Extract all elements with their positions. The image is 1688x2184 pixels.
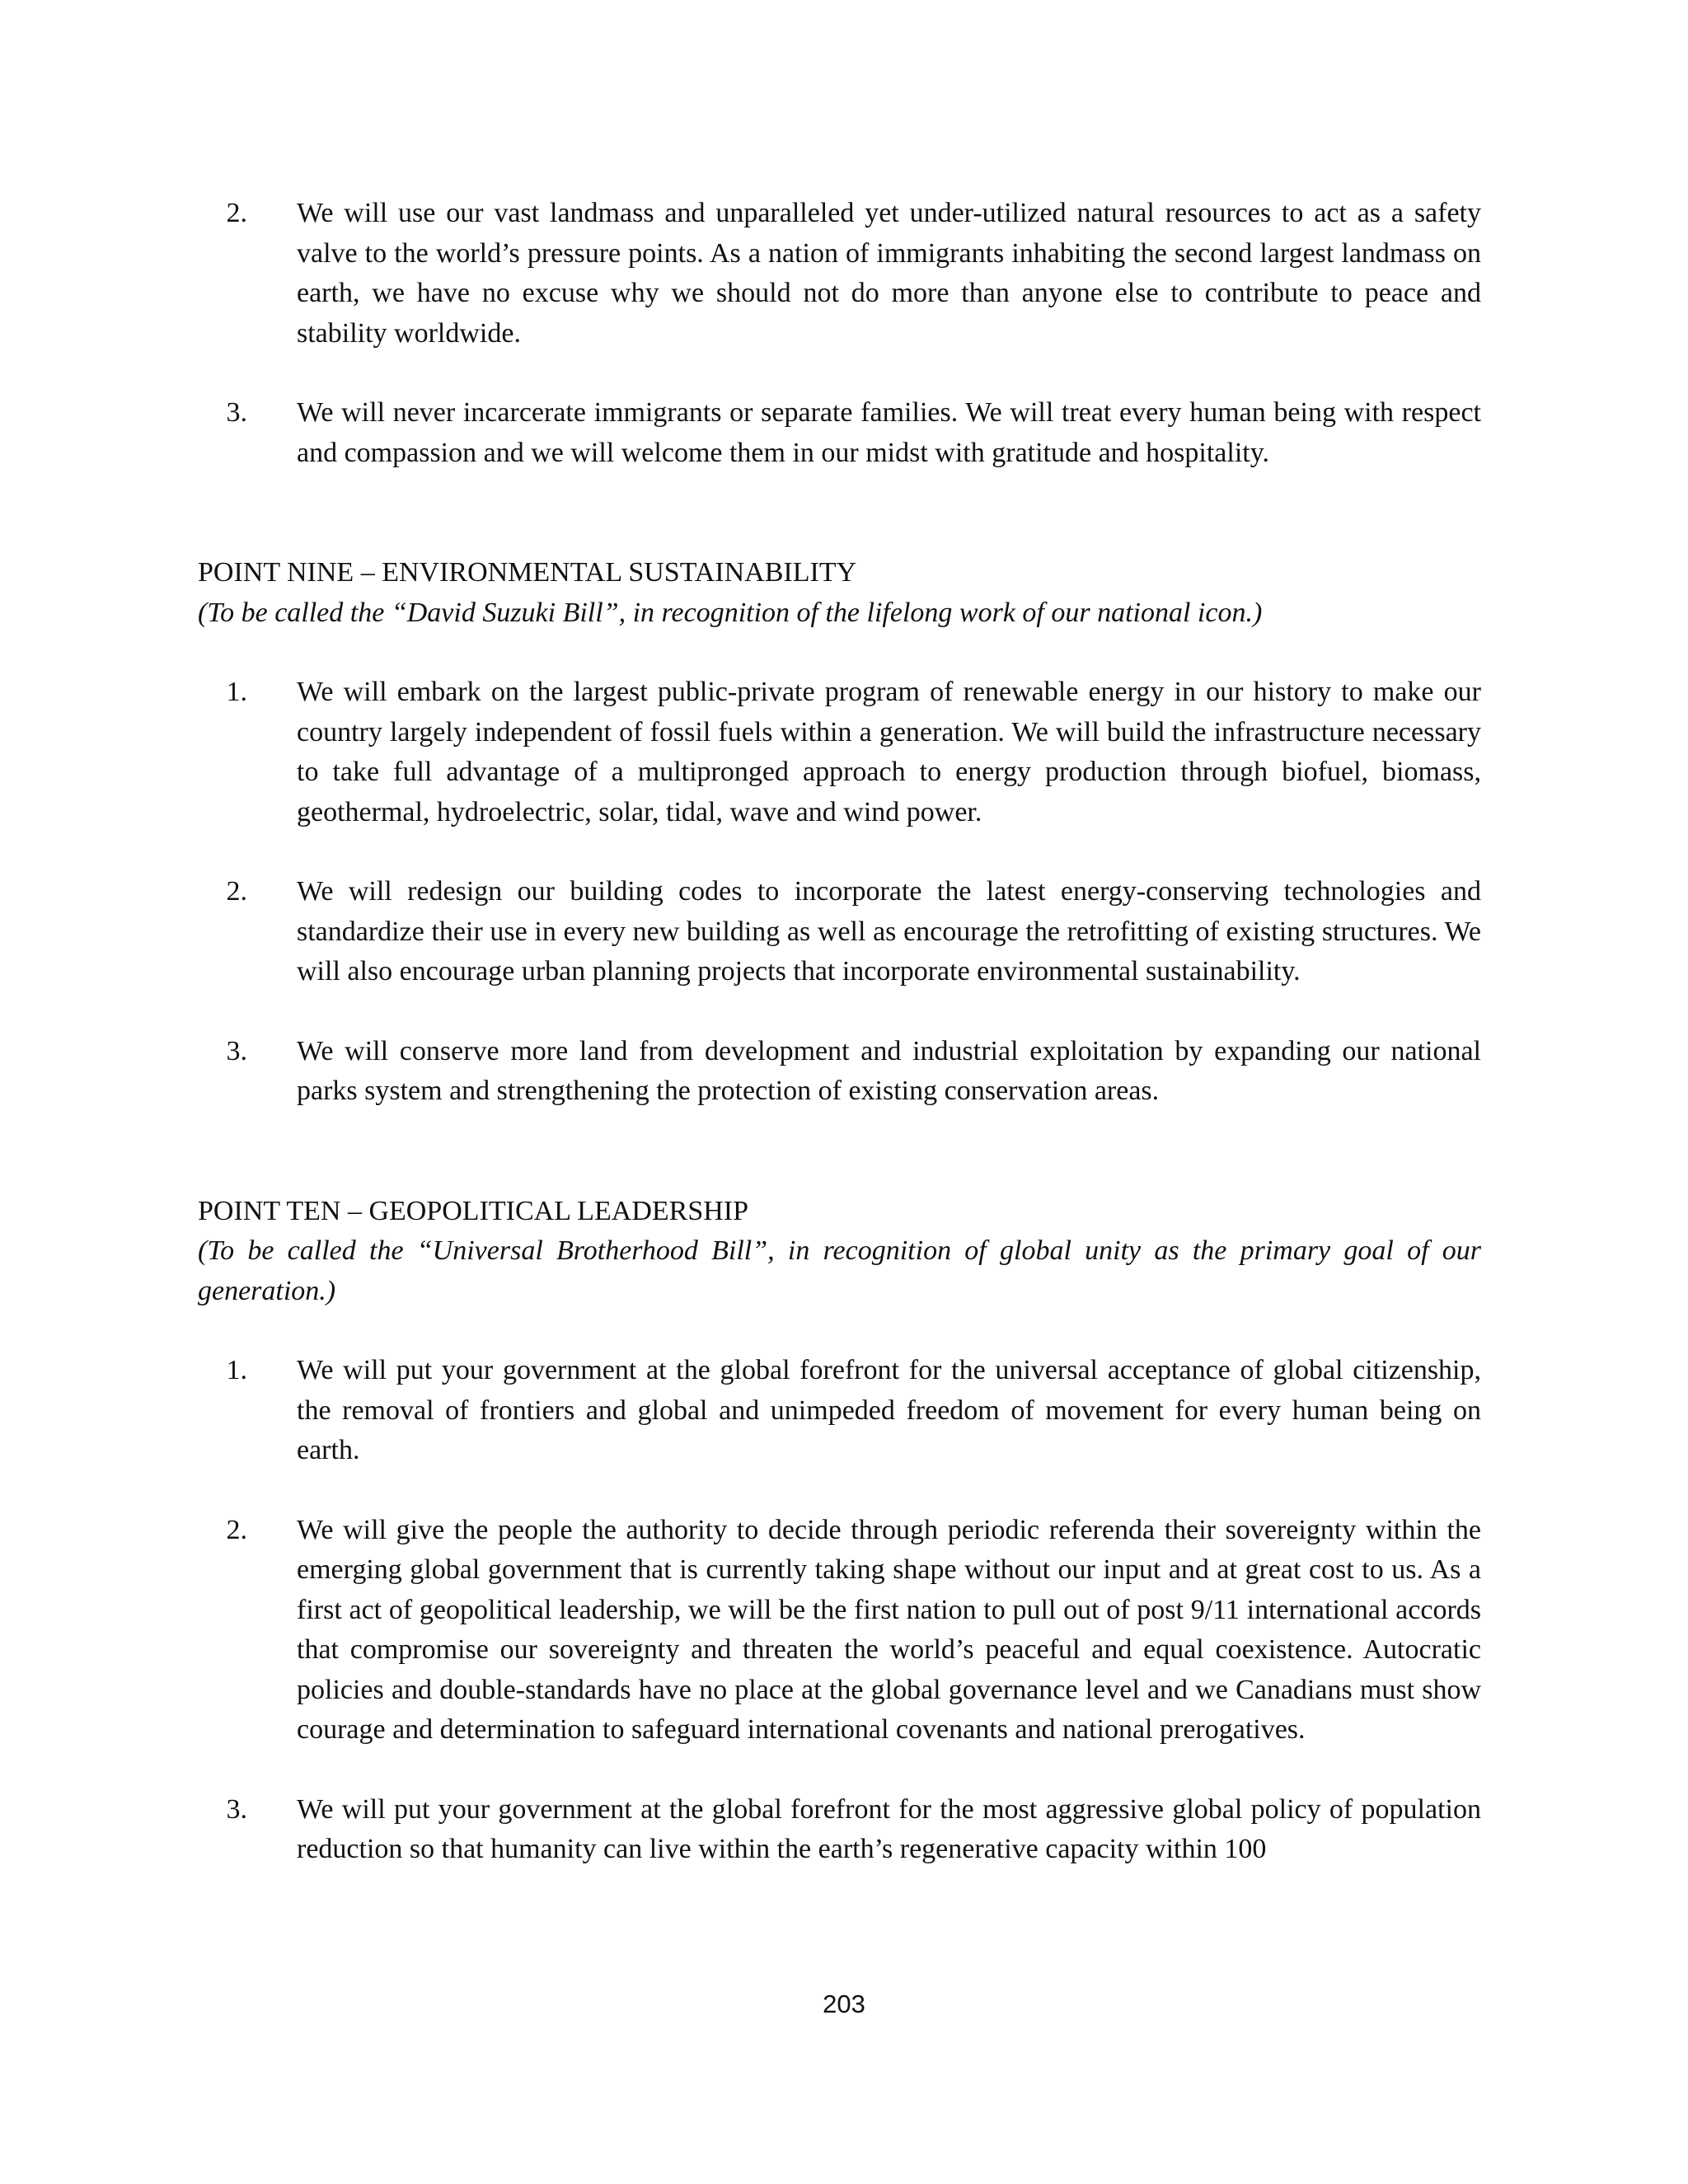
list-item <box>198 1032 1481 1112</box>
list-item-text: We will never incarcerate immigrants or separate families. We will treat every human being with respect and compassion and we will welcome them in our midst with gratitude and hospitality. <box>297 397 1481 468</box>
list-item <box>198 1511 1481 1750</box>
list-item-number: 3. <box>226 1035 247 1066</box>
list-item <box>198 393 1481 473</box>
list-item <box>198 1351 1481 1471</box>
list-item-number: 2. <box>226 1514 247 1545</box>
page-number: 203 <box>823 1990 865 2018</box>
list-item <box>198 673 1481 832</box>
list-item-number: 3. <box>226 397 247 428</box>
section-list <box>198 1351 1481 1870</box>
section-title: POINT NINE – ENVIRONMENTAL SUSTAINABILITY <box>198 557 857 588</box>
section-subtitle: (To be called the “Universal Brotherhood Bill”, in recognition of global unity as the primary goal of our generation.) <box>198 1235 1481 1306</box>
list-item-text: We will give the people the authority to decide through periodic referenda their sovereignty within the emerging global government that is currently taking shape without our input and at great cost to us. As a first act of geopolitical leadership, we will be the first nation to pull out of post 9/11 international accords that compromise our sovereignty and threaten the world’s peaceful and equal coexistence. Autocratic policies and double-standards have no place at the global governance level and we Canadians must show courage and determination to safeguard international covenants and national prerogatives. <box>297 1514 1481 1745</box>
list-item-text: We will redesign our building codes to incorporate the latest energy-conserving technologies and standardize their use in every new building as well as encourage the retrofitting of existing structures. We will also encourage urban planning projects that incorporate environmental sustainability. <box>297 876 1481 987</box>
list-item <box>198 872 1481 992</box>
section-list <box>198 673 1481 1112</box>
list-item <box>198 194 1481 354</box>
section-point-nine <box>198 553 1481 1112</box>
list-item-number: 1. <box>226 1355 247 1385</box>
section-title: POINT TEN – GEOPOLITICAL LEADERSHIP <box>198 1195 749 1226</box>
section-point-ten <box>198 1192 1481 1870</box>
list-item-text: We will put your government at the global forefront for the universal acceptance of global citizenship, the removal of frontiers and global and unimpeded freedom of movement for every human being on earth. <box>297 1355 1481 1465</box>
list-item-text: We will conserve more land from development and industrial exploitation by expanding our national parks system and strengthening the protection of existing conservation areas. <box>297 1035 1481 1106</box>
list-item-number: 1. <box>226 677 247 707</box>
list-item <box>198 1790 1481 1870</box>
list-item-number: 3. <box>226 1793 247 1825</box>
list-item-text: We will embark on the largest public-private program of renewable energy in our history to make our country largely independent of fossil fuels within a generation. We will build the infrastructure necessary to take full advantage of a multipronged approach to energy production through biofuel, biomass, geothermal, hydroelectric, solar, tidal, wave and wind power. <box>297 677 1481 827</box>
page-content <box>198 194 1481 1870</box>
top-list <box>198 194 1481 473</box>
list-item-text: We will use our vast landmass and unparalleled yet under-utilized natural resources to act as a safety valve to the world’s pressure points. As a nation of immigrants inhabiting the second largest landmass on earth, we have no excuse why we should not do more than anyone else to contribute to peace and stability worldwide. <box>297 198 1481 349</box>
list-item-number: 2. <box>226 876 247 907</box>
section-subtitle: (To be called the “David Suzuki Bill”, in recognition of the lifelong work of our national icon.) <box>198 597 1263 628</box>
list-item-text: We will put your government at the global forefront for the most aggressive global policy of population reduction so that humanity can live within the earth’s regenerative capacity within 100 <box>297 1793 1481 1864</box>
list-item-number: 2. <box>226 198 247 228</box>
